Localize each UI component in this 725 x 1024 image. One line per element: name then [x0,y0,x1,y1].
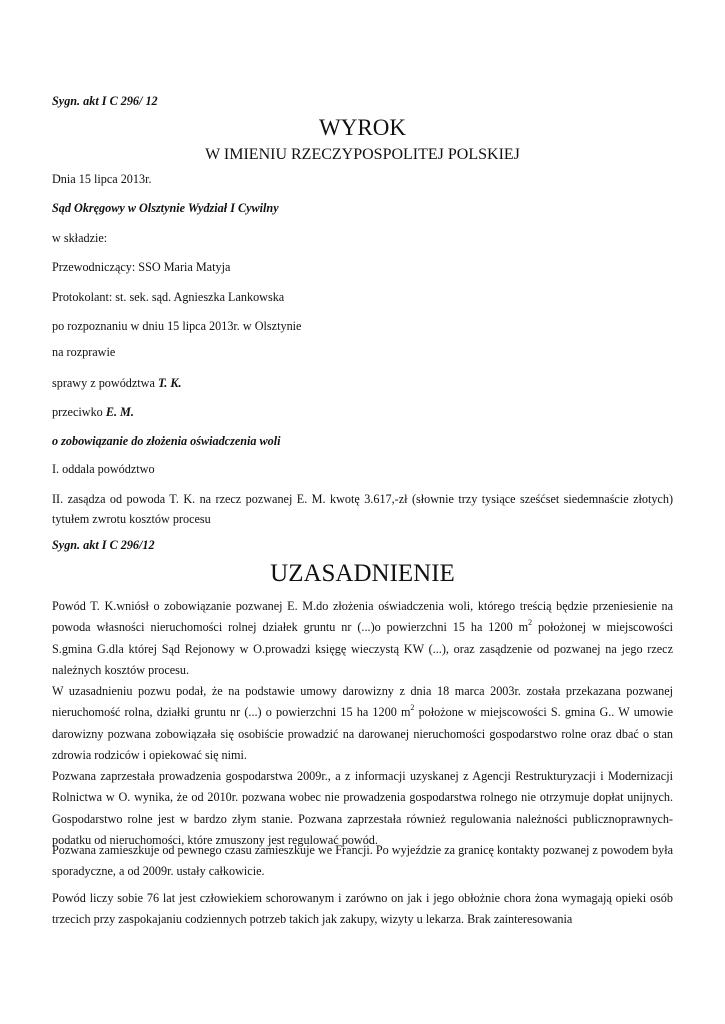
judgment-date: Dnia 15 lipca 2013r. [52,172,152,186]
court-clerk: Protokolant: st. sek. sąd. Agnieszka Lankowska [52,290,285,304]
against-prefix: przeciwko [52,405,106,419]
case-number-justification: Sygn. akt I C 296/12 [52,538,155,552]
ruling-point-1: I. oddala powództwo [52,462,155,476]
plaintiff-name: T. K. [157,376,182,390]
examination-info: po rozpoznaniu w dniu 15 lipca 2013r. w Olsztynie [52,319,302,333]
justification-paragraph-1: Powód T. K.wniósł o zobowiązanie pozwanej E. M.do złożenia oświadczenia woli, którego treścią będzie przeniesienie na powoda własności nieruchomości rolnej działek gruntu nr (...)o powierzchni 15 ha 1200 $m^2$ położonej w miejscowości S.gmina G.dla której Sąd Rejonowy w O.prowadzi księgę wieczystą KW (...), oraz zasądzenie od pozwanej na jego rzecz należnych kosztów procesu. [52,599,673,677]
case-prefix: sprawy z powództwa [52,376,158,390]
judgment-title: WYROK [319,115,406,140]
defendant-name: E. M. [105,405,134,419]
case-subject: o zobowiązanie do złożenia oświadczenia woli [52,434,281,448]
hearing-label: na rozprawie [52,345,116,359]
case-number-top: Sygn. akt I C 296/ 12 [52,94,158,108]
composition-label: w składzie: [52,231,108,245]
justification-paragraph-4: Pozwana zamieszkuje od pewnego czasu zamieszkuje we Francji. Po wyjeździe za granicę kontakty pozwanej z powodem była sporadyczne, a od 2009r. ustały całkowicie. [52,843,673,879]
case-line [52,377,182,389]
presiding-judge: Przewodniczący: SSO Maria Matyja [52,260,231,274]
judgment-subtitle: W IMIENIU RZECZYPOSPOLITEJ POLSKIEJ [205,146,520,163]
ruling-point-2: II. zasądza od powoda T. K. na rzecz pozwanej E. M. kwotę 3.617,-zł (słownie trzy tysiące sześćset siedemnaście złotych) tytułem zwrotu kosztów procesu [52,492,673,526]
justification-paragraph-3: Pozwana zaprzestała prowadzenia gospodarstwa 2009r., a z informacji uzyskanej z Agencji Restrukturyzacji i Modernizacji Rolnictwa w O. wynika, że od 2010r. pozwana wobec nie prowadzenia gospodarstwa rolnego nie otrzymuje dopłat unijnych. Gospodarstwo rolne jest w bardzo złym stanie. Pozwana zaprzestała również regulowania należności publicznoprawnych- podatku od nieruchomości, które zmuszony jest regulować powód. [52,769,673,847]
justification-title: UZASADNIENIE [270,560,455,587]
court-name: Sąd Okręgowy w Olsztynie Wydział I Cywilny [52,201,279,215]
justification-paragraph-2: W uzasadnieniu pozwu podał, że na podstawie umowy darowizny z dnia 18 marca 2003r. została przekazana pozwanej nieruchomość rolna, działki gruntu nr (...) o powierzchni 15 ha 1200 $m^2$ położone w miejscowości S. gmina G.. W umowie darowizny pozwana zobowiązała się osobiście prowadzić na darowanej nieruchomości gospodarstwo rolne oraz dbać o stan zdrowia rodziców i opiekować się nimi. [52,684,673,762]
justification-paragraph-5: Powód liczy sobie 76 lat jest człowiekiem schorowanym i zarówno on jak i jego obłożnie chora żona wymagają opieki osób trzecich przy zaspokajaniu codziennych potrzeb takich jak zakupy, wizyty u lekarza. Brak zainteresowania [52,891,673,927]
against-line [52,406,134,418]
